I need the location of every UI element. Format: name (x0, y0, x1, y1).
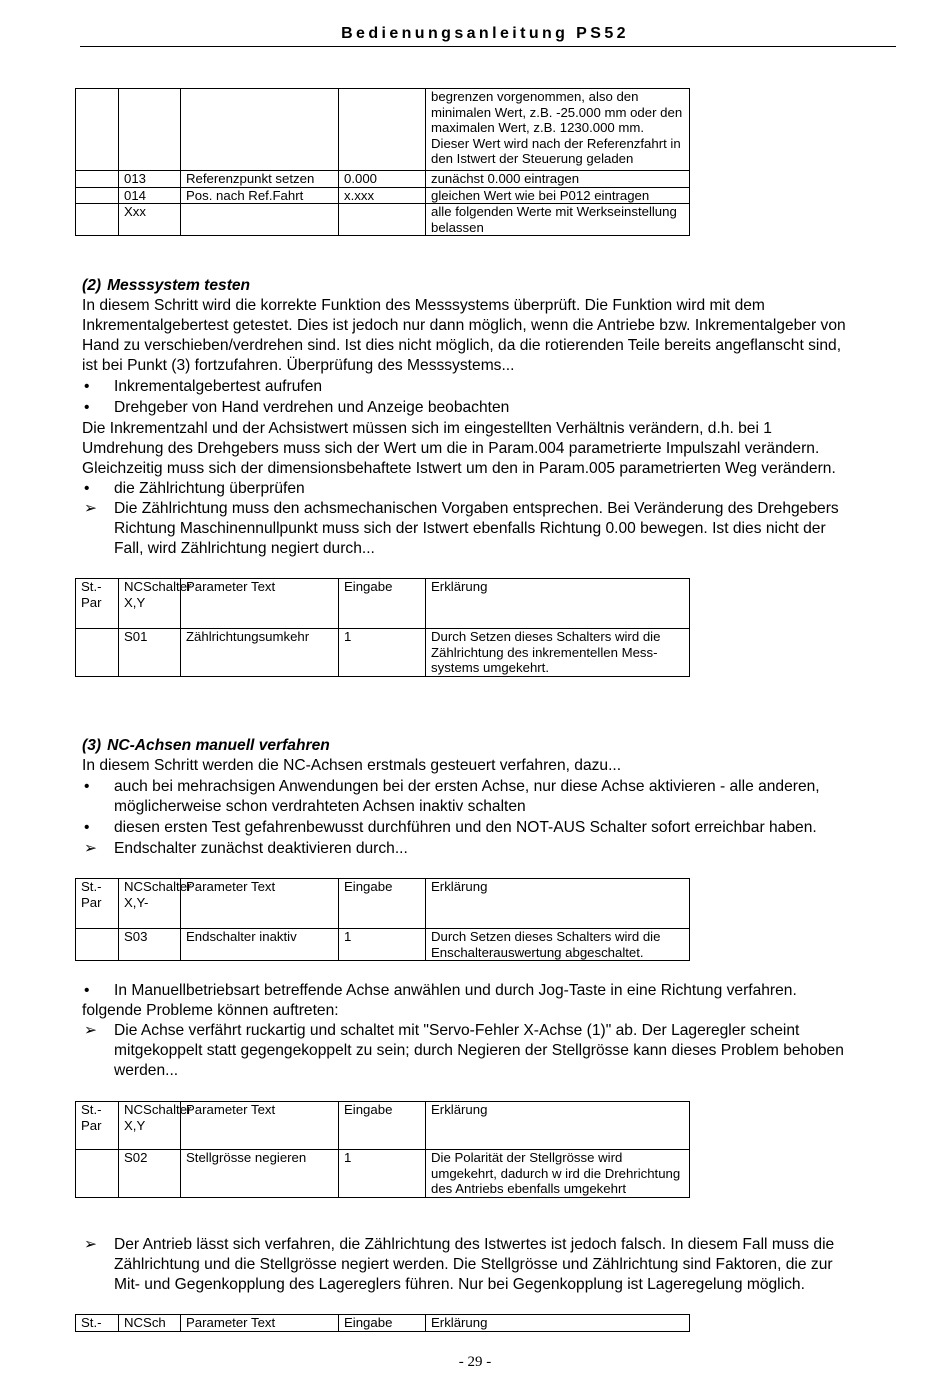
header-erklaerung: Erklärung (426, 579, 690, 629)
list-item-text: die Zählrichtung überprüfen (114, 480, 305, 497)
arrow-icon: ➢ (84, 500, 98, 517)
cell-eingabe: 1 (339, 929, 426, 961)
bullet-icon: • (84, 480, 90, 497)
table-row (76, 89, 690, 171)
header-ncschalter: NCSch (119, 1315, 181, 1332)
table-row (76, 629, 690, 677)
cell-ncschalter: S01 (119, 629, 181, 677)
arrow-icon: ➢ (84, 1236, 98, 1253)
section-3-intro: In diesem Schritt werden die NC-Achsen erstmals gesteuert verfahren, dazu... (82, 757, 622, 774)
section-3-continued (82, 981, 852, 1081)
list-item-text: auch bei mehrachsigen Anwendungen bei der ersten Achse, nur diese Achse aktivieren - alle anderen, möglicherweise schon verdrahteten Achsen inaktiv schalten (114, 778, 820, 815)
table-header-row (76, 1102, 690, 1150)
cell-parameter-text: Stellgrösse negieren (181, 1150, 339, 1198)
table-row (76, 187, 690, 204)
header-stpar: St.-Par (76, 879, 119, 929)
cell-erklaerung: Die Polarität der Stellgrösse wird umgekehrt, dadurch w ird die Drehrichtung des Antriebs ebenfalls umgekehrt (426, 1150, 690, 1198)
cell-ncschalter: S03 (119, 929, 181, 961)
list-item (82, 818, 852, 838)
table-row (76, 1150, 690, 1198)
cell-erklaerung: gleichen Wert wie bei P012 eintragen (426, 187, 690, 204)
cell-ncschalter: 013 (119, 171, 181, 188)
header-ncschalter: NCSchalter X,Y (119, 1102, 181, 1150)
page-header-title: Bedienungsanleitung PS52 (341, 25, 629, 42)
header-parameter-text: Parameter Text (181, 579, 339, 629)
arrow-item-text: Die Achse verfährt ruckartig und schaltet mit "Servo-Fehler X-Achse (1)" ab. Der Lageregler scheint mitgekoppelt statt gegengekoppelt zu sein; durch Negieren der Stellgrösse kann dieses Problem behoben werden... (114, 1022, 844, 1079)
header-stpar: St.- (76, 1315, 119, 1332)
cell-stpar (76, 929, 119, 961)
section-3-heading (82, 736, 852, 756)
section-2-number: (2) (82, 277, 102, 294)
cell-eingabe: 1 (339, 629, 426, 677)
table-row (76, 204, 690, 236)
arrow-item (82, 1235, 852, 1295)
parameter-table-cut (75, 1314, 690, 1332)
list-item-text: diesen ersten Test gefahrenbewusst durchführen und den NOT-AUS Schalter sofort erreichbar haben. (114, 819, 817, 836)
list-item (82, 777, 852, 817)
list-item (82, 398, 852, 418)
cell-parameter-text (181, 89, 339, 171)
section-2-title: Messsystem testen (107, 277, 251, 294)
header-eingabe: Eingabe (339, 579, 426, 629)
cell-ncschalter: 014 (119, 187, 181, 204)
table-row (76, 929, 690, 961)
section-3-final (82, 1235, 852, 1295)
cell-parameter-text: Zählrichtungsumkehr (181, 629, 339, 677)
arrow-item-text: Endschalter zunächst deaktivieren durch... (114, 840, 408, 857)
header-parameter-text: Parameter Text (181, 879, 339, 929)
header-erklaerung: Erklärung (426, 879, 690, 929)
cell-erklaerung: zunächst 0.000 eintragen (426, 171, 690, 188)
list-item (82, 377, 852, 397)
cell-stpar (76, 204, 119, 236)
cell-ncschalter: S02 (119, 1150, 181, 1198)
cell-parameter-text: Referenzpunkt setzen (181, 171, 339, 188)
arrow-icon: ➢ (84, 840, 98, 857)
arrow-item-text: Der Antrieb lässt sich verfahren, die Zählrichtung des Istwertes ist jedoch falsch. In diesem Fall muss die Zählrichtung und die Stellgrösse negiert werden. Die Stellgrösse und Zählrichtung sind Faktoren, die zur Mit- und Gegenkopplung des Lagereglers führen. Nur bei Gegenkopplung ist Lageregelung möglich. (114, 1236, 835, 1293)
cell-eingabe: 1 (339, 1150, 426, 1198)
cell-stpar (76, 1150, 119, 1198)
arrow-icon: ➢ (84, 1022, 98, 1039)
arrow-item (82, 839, 852, 859)
list-item (82, 479, 852, 499)
header-eingabe: Eingabe (339, 1315, 426, 1332)
header-parameter-text: Parameter Text (181, 1315, 339, 1332)
table-header-row (76, 579, 690, 629)
section-3 (82, 736, 852, 859)
header-stpar: St.-Par (76, 1102, 119, 1150)
page-number: - 29 - (458, 1354, 492, 1370)
list-item-text: Inkrementalgebertest aufrufen (114, 378, 323, 395)
parameter-table-top (75, 88, 690, 236)
section-2-intro: In diesem Schritt wird die korrekte Funktion des Messsystems überprüft. Die Funktion wird mit dem Inkrementalgebertest getestet. Dies ist jedoch nur dann möglich, wenn die Antriebe bzw. Inkrementalgeber von Hand zu verschieben/verdrehen sind. Ist dies nicht möglich, da die rotierenden Teile bereits angeflanscht sind, ist bei Punkt (3) fortzufahren. Überprüfung des Messsystems... (82, 297, 846, 374)
cell-eingabe (339, 89, 426, 171)
bullet-icon: • (84, 819, 90, 836)
header-eingabe: Eingabe (339, 1102, 426, 1150)
cell-stpar (76, 187, 119, 204)
problems-intro: folgende Probleme können auftreten: (82, 1002, 339, 1019)
parameter-table-s01 (75, 578, 690, 677)
bullet-icon: • (84, 778, 90, 795)
cell-erklaerung: alle folgenden Werte mit Werkseinstellung belassen (426, 204, 690, 236)
cell-parameter-text (181, 204, 339, 236)
cell-erklaerung: Durch Setzen dieses Schalters wird die Enschalterauswertung abgeschaltet. (426, 929, 690, 961)
cell-parameter-text: Pos. nach Ref.Fahrt (181, 187, 339, 204)
list-item (82, 981, 852, 1001)
header-ncschalter: NCSchalter X,Y- (119, 879, 181, 929)
arrow-item (82, 1021, 852, 1081)
header-erklaerung: Erklärung (426, 1315, 690, 1332)
cell-eingabe: 0.000 (339, 171, 426, 188)
section-3-title: NC-Achsen manuell verfahren (107, 737, 330, 754)
cell-erklaerung: Durch Setzen dieses Schalters wird die Zählrichtung des inkrementellen Mess-systems umgekehrt. (426, 629, 690, 677)
bullet-icon: • (84, 982, 90, 999)
header-parameter-text: Parameter Text (181, 1102, 339, 1150)
table-header-row (76, 1315, 690, 1332)
arrow-item-text: Die Zählrichtung muss den achsmechanischen Vorgaben entsprechen. Bei Veränderung des Drehgebers Richtung Maschinennullpunkt muss sich der Istwert ebenfalls Richtung 0.00 bewegen. Ist dies nicht der Fall, wird Zählrichtung negiert durch... (114, 500, 839, 557)
cell-stpar (76, 89, 119, 171)
cell-parameter-text: Endschalter inaktiv (181, 929, 339, 961)
parameter-table-s03 (75, 878, 690, 961)
header-ncschalter: NCSchalter X,Y (119, 579, 181, 629)
list-item-text: Drehgeber von Hand verdrehen und Anzeige beobachten (114, 399, 510, 416)
cell-stpar (76, 171, 119, 188)
bullet-icon: • (84, 399, 90, 416)
cell-ncschalter: Xxx (119, 204, 181, 236)
table-row (76, 171, 690, 188)
section-3-number: (3) (82, 737, 102, 754)
cell-ncschalter (119, 89, 181, 171)
table-header-row (76, 879, 690, 929)
cell-stpar (76, 629, 119, 677)
bullet-icon: • (84, 378, 90, 395)
cell-eingabe (339, 204, 426, 236)
header-eingabe: Eingabe (339, 879, 426, 929)
section-2-heading (82, 276, 852, 296)
section-2-paragraph: Die Inkrementzahl und der Achsistwert müssen sich im eingestellten Verhältnis verändern, d.h. bei 1 Umdrehung des Drehgebers muss sich der Wert um die in Param.004 parametrierte Impulszahl verändern. Gleichzeitig muss sich der dimensionsbehaftete Istwert um den in Param.005 parametrierten Weg verändern. (82, 420, 836, 477)
parameter-table-s02 (75, 1101, 690, 1198)
header-stpar: St.-Par (76, 579, 119, 629)
cell-eingabe: x.xxx (339, 187, 426, 204)
list-item-text: In Manuellbetriebsart betreffende Achse anwählen und durch Jog-Taste in eine Richtung verfahren. (114, 982, 797, 999)
section-2 (82, 276, 852, 559)
header-erklaerung: Erklärung (426, 1102, 690, 1150)
header-rule (80, 46, 896, 47)
cell-erklaerung: begrenzen vorgenommen, also den minimalen Wert, z.B. -25.000 mm oder den maximalen Wert, z.B. 1230.000 mm. Dieser Wert wird nach der Referenzfahrt in den Istwert der Steuerung geladen (426, 89, 690, 171)
arrow-item (82, 499, 852, 559)
